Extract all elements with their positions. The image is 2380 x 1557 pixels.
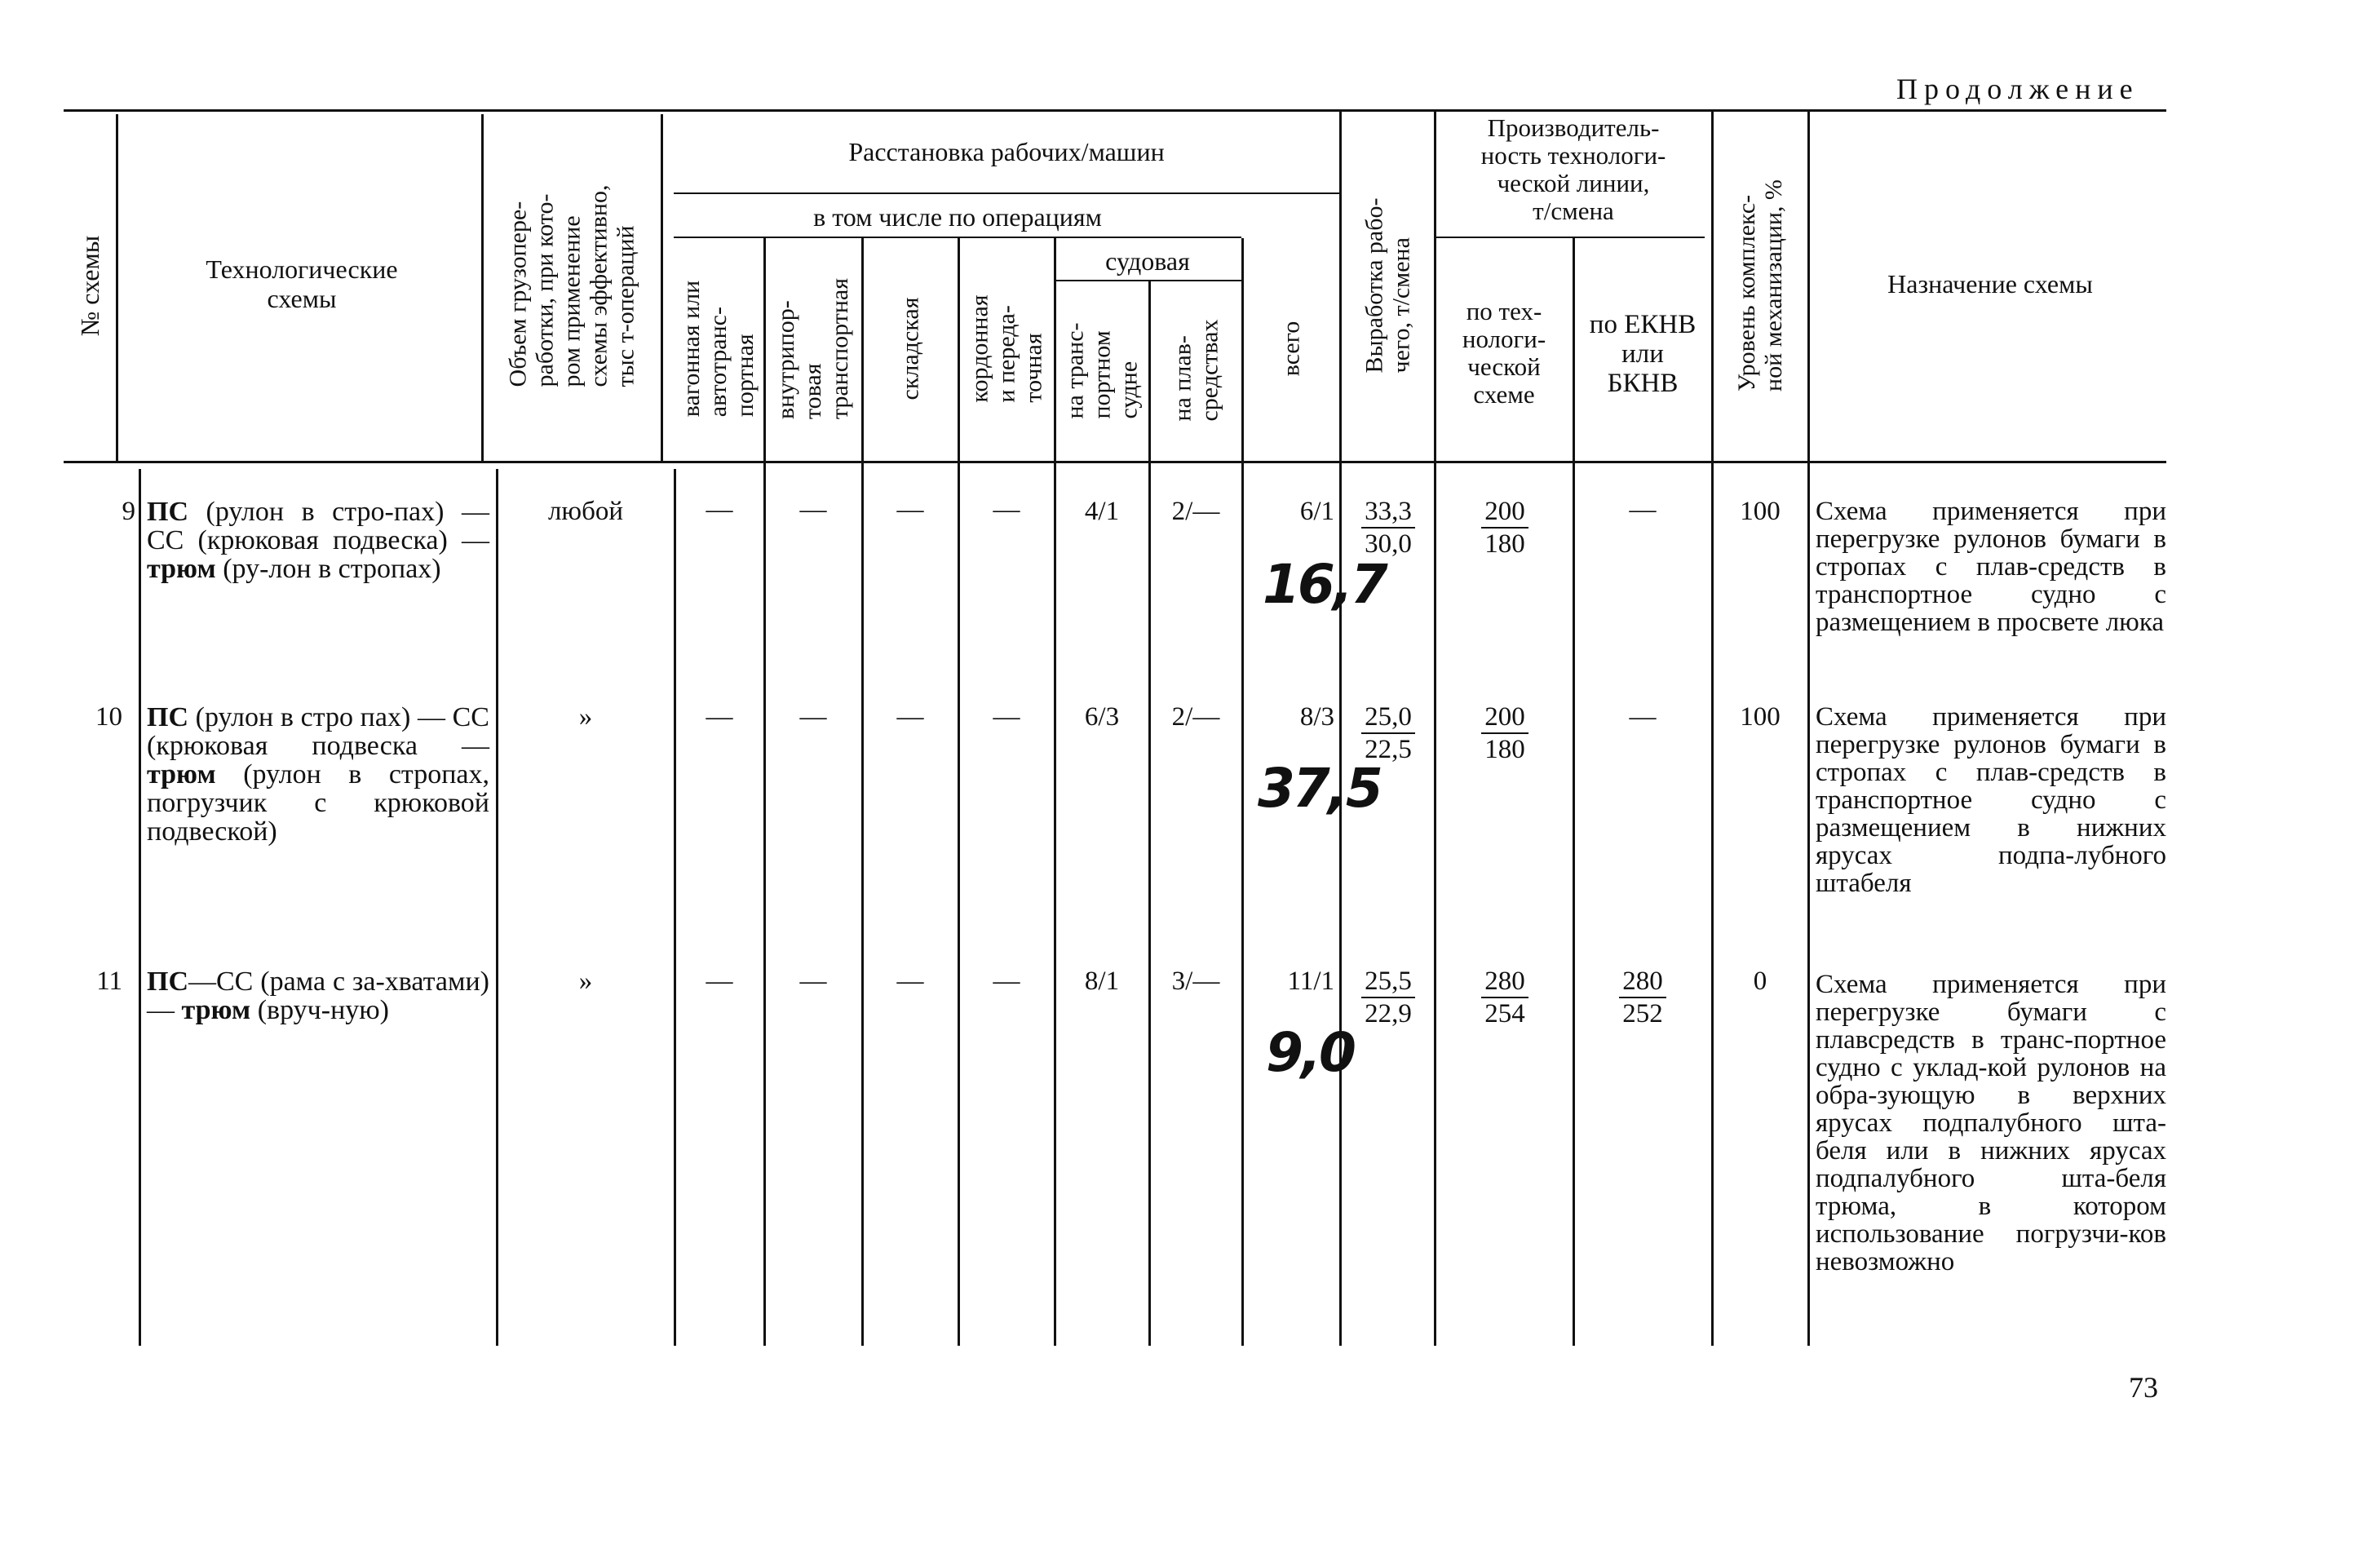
row-total: 11/1 xyxy=(1287,966,1334,996)
header-on-transport-ship: на транс- портном судне xyxy=(1061,321,1143,419)
header-by-eknv: по ЕКНВ или БКНВ xyxy=(1589,310,1697,398)
col-rule xyxy=(661,114,663,461)
col-rule xyxy=(481,114,484,461)
header-mechanization: Уровень комплекс- ной механизации, % xyxy=(1733,179,1787,391)
handwritten-note: 9,0 xyxy=(1266,1021,1354,1084)
row-on-ship: 6/3 xyxy=(1084,702,1120,732)
row-output: $\frac{25,5}{22,9}$ xyxy=(1343,966,1434,1029)
header-volume: Объем грузопере- работки, при кото- ром применение схемы эффективно, тыс т-операций xyxy=(504,184,639,387)
page-number: 73 xyxy=(2129,1371,2158,1404)
row-cordon: — xyxy=(993,702,1020,732)
row-mechanization: 100 xyxy=(1740,497,1781,526)
row-no: 9 xyxy=(122,497,135,526)
row-on-floating: 2/— xyxy=(1171,497,1220,526)
row-on-floating: 2/— xyxy=(1171,702,1220,732)
col-rule xyxy=(139,469,141,1346)
row-volume: » xyxy=(578,702,593,732)
row-on-ship: 8/1 xyxy=(1084,966,1120,996)
header-output-per-worker: Выработка рабо- чего, т/смена xyxy=(1360,197,1414,374)
row-warehouse: — xyxy=(896,495,924,524)
row-wagon: — xyxy=(706,495,733,524)
header-scheme-no: № схемы xyxy=(75,235,105,336)
row-scheme: ПС—СС (рама с за-хватами) — трюм (вруч-ную) xyxy=(147,966,489,1025)
row-no: 10 xyxy=(95,702,122,732)
header-purpose: Назначение схемы xyxy=(1887,269,2093,299)
col-rule xyxy=(1807,109,1810,1346)
row-wagon: — xyxy=(706,702,733,732)
header-by-operations: в том числе по операциям xyxy=(813,202,1102,232)
row-eknv: — xyxy=(1629,495,1657,524)
row-on-floating: 3/— xyxy=(1171,966,1220,996)
row-mechanization: 0 xyxy=(1753,966,1767,996)
row-output: $\frac{33,3}{30,0}$ xyxy=(1343,496,1434,560)
row-intraport: — xyxy=(799,495,827,524)
row-wagon: — xyxy=(706,966,733,996)
row-intraport: — xyxy=(799,702,827,732)
placement-sub-rule xyxy=(674,192,1339,194)
row-purpose: Схема применяется при перегрузке рулонов бумаги в стропах с плав-средств в транспортное судно с размещением в нижних ярусах подпа-лубного штабеля xyxy=(1816,702,2166,898)
col-rule xyxy=(116,114,118,461)
row-no: 11 xyxy=(96,966,122,996)
header-intraport: внутрипор- товая транспортная xyxy=(772,277,854,419)
col-rule xyxy=(1573,238,1575,1346)
header-bottom-rule xyxy=(64,461,2166,463)
row-eknv: $\frac{280}{252}$ xyxy=(1574,966,1711,1029)
col-rule xyxy=(674,469,676,1346)
row-warehouse: — xyxy=(896,702,924,732)
col-rule xyxy=(496,469,498,1346)
row-productivity: $\frac{280}{254}$ xyxy=(1437,966,1573,1029)
row-scheme: ПС (рулон в стро-пах) — СС (крюковая подвеска) — трюм (ру-лон в стропах) xyxy=(147,497,489,584)
row-purpose: Схема применяется при перегрузке бумаги с плавсредств в транс-портное судно с уклад-кой рулонов на обра-зующую в верхних ярусах подпалубного шта-беля или в нижних ярусах подпалубного шта-беля трюма, в котором использование погрузчи-ков невозможно xyxy=(1816,970,2166,1276)
header-placement: Расстановка рабочих/машин xyxy=(848,137,1165,166)
row-output: $\frac{25,0}{22,5}$ xyxy=(1343,701,1434,765)
handwritten-note: 37,5 xyxy=(1258,757,1381,820)
row-cordon: — xyxy=(993,495,1020,524)
row-scheme: ПС (рулон в стро пах) — СС (крюковая подвеска — трюм (рулон в стропах, погрузчик с крюковой подвеской) xyxy=(147,702,489,847)
row-mechanization: 100 xyxy=(1740,702,1781,732)
header-tech-schemes: Технологические схемы xyxy=(206,254,398,313)
header-warehouse: складская xyxy=(896,297,924,400)
row-on-ship: 4/1 xyxy=(1084,497,1120,526)
productivity-sub-rule xyxy=(1436,237,1705,238)
row-cordon: — xyxy=(993,966,1020,996)
header-ship: судовая xyxy=(1105,246,1190,276)
row-total: 8/3 xyxy=(1299,702,1334,732)
header-by-tech-scheme: по тех- нологи- ческой схеме xyxy=(1462,297,1546,409)
header-productivity: Производитель- ность технологи- ческой линии, т/смена xyxy=(1480,113,1666,225)
handwritten-note: 16,7 xyxy=(1263,553,1386,616)
header-cordon: кордонная и переда- точная xyxy=(966,294,1047,403)
table-top-rule xyxy=(64,109,2166,112)
row-warehouse: — xyxy=(896,966,924,996)
header-wagon: вагонная или автотранс- портная xyxy=(678,280,759,417)
header-on-floating: на плав- средствах xyxy=(1169,319,1223,422)
row-total: 6/1 xyxy=(1299,497,1334,526)
row-productivity: $\frac{200}{180}$ xyxy=(1437,701,1573,765)
row-purpose: Схема применяется при перегрузке рулонов бумаги в стропах с плав-средств в транспортное судно с размещением в просвете люка xyxy=(1816,497,2166,637)
row-intraport: — xyxy=(799,966,827,996)
row-volume: » xyxy=(578,966,593,996)
continuation-label: Продолжение xyxy=(1896,73,2139,105)
row-productivity: $\frac{200}{180}$ xyxy=(1437,496,1573,560)
header-total: всего xyxy=(1277,321,1305,376)
row-eknv: — xyxy=(1629,702,1657,732)
row-volume: любой xyxy=(547,497,624,526)
col-rule xyxy=(1434,109,1436,1346)
